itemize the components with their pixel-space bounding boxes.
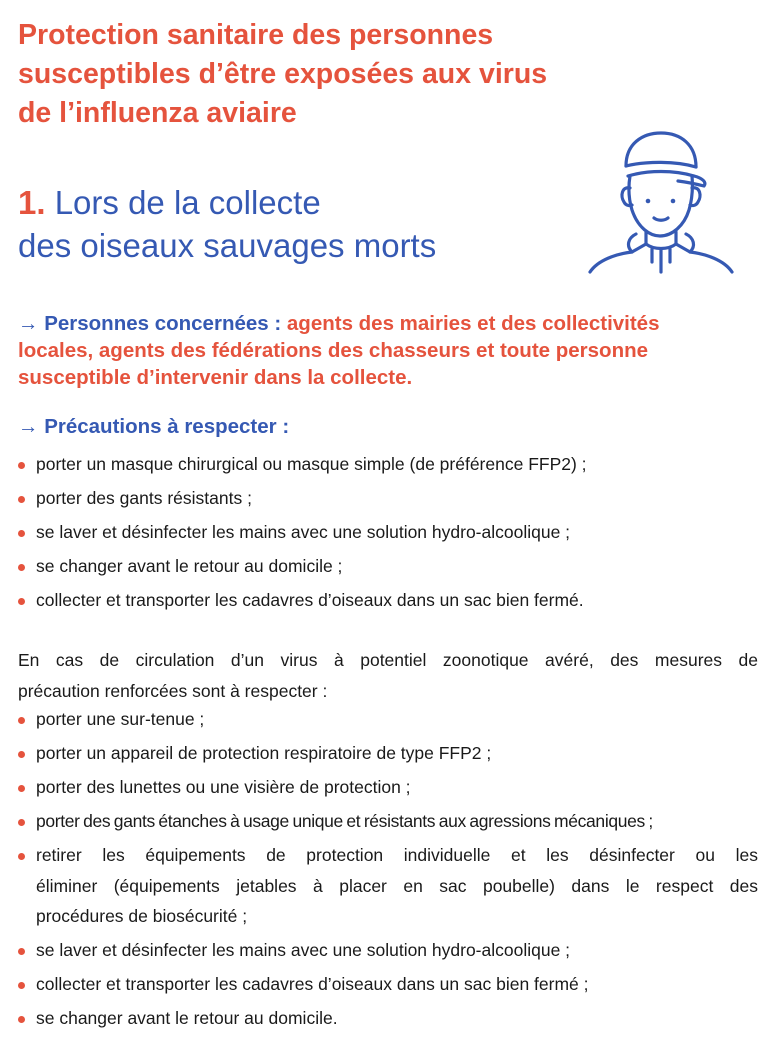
title-line: Protection sanitaire des personnes <box>18 19 494 51</box>
list-item-text: porter un masque chirurgical ou masque simple (de préférence FFP2) ; <box>36 454 587 474</box>
concerned-line-3: susceptible d’intervenir dans la collecte. <box>18 366 413 389</box>
list-item <box>18 935 758 966</box>
list-item-text: procédures de biosécurité ; <box>36 906 248 926</box>
bullet-dot-icon <box>18 1016 25 1023</box>
list-item <box>18 772 758 803</box>
reinforced-intro <box>18 645 758 706</box>
list-item-text: collecter et transporter les cadavres d’oiseaux dans un sac bien fermé. <box>36 590 584 610</box>
list-item <box>18 449 758 483</box>
list-item-text: éliminer (équipements jetables à placer en sac poubelle) dans le respect des <box>36 875 758 896</box>
section-number: 1. <box>18 184 46 221</box>
list-item-text: collecter et transporter les cadavres d’oiseaux dans un sac bien fermé ; <box>36 974 589 994</box>
title-line: susceptibles d’être exposées aux virus <box>18 58 548 90</box>
list-item <box>18 840 758 932</box>
bullet-dot-icon <box>18 819 25 826</box>
section-title-line-2: des oiseaux sauvages morts <box>18 227 437 264</box>
list-item <box>18 738 758 769</box>
precautions-list <box>18 449 758 619</box>
concerned-persons <box>18 310 753 391</box>
section-title-line-1 <box>18 181 558 224</box>
bullet-dot-icon <box>18 598 25 605</box>
list-item <box>18 585 758 619</box>
intro-line: En cas de circulation d’un virus à potentiel zoonotique avéré, des mesures de <box>18 650 758 670</box>
precautions-title: → Précautions à respecter : <box>18 415 290 438</box>
list-item <box>18 517 758 551</box>
list-item <box>18 969 758 1000</box>
list-item <box>18 483 758 517</box>
bullet-dot-icon <box>18 564 25 571</box>
list-item-text: se changer avant le retour au domicile. <box>36 1008 338 1028</box>
concerned-line-2: locales, agents des fédérations des chasseurs et toute personne <box>18 339 649 362</box>
concerned-text: agents des mairies et des collectivités <box>286 312 660 335</box>
page-title <box>18 16 658 133</box>
bullet-dot-icon <box>18 948 25 955</box>
bullet-dot-icon <box>18 853 25 860</box>
bullet-dot-icon <box>18 496 25 503</box>
list-item <box>18 806 758 837</box>
section-title-text: Lors de la collecte <box>54 184 321 221</box>
bullet-dot-icon <box>18 785 25 792</box>
list-item-text: se laver et désinfecter les mains avec une solution hydro-alcoolique ; <box>36 940 571 960</box>
list-item-text: se laver et désinfecter les mains avec une solution hydro-alcoolique ; <box>36 522 571 542</box>
list-item-text: porter une sur-tenue ; <box>36 709 205 729</box>
list-item <box>18 704 758 735</box>
bullet-dot-icon <box>18 982 25 989</box>
list-item-text: porter des gants étanches à usage unique et résistants aux agressions mécaniques ; <box>36 811 653 831</box>
section-title <box>18 181 558 267</box>
title-line: de l’influenza aviaire <box>18 97 297 129</box>
intro-line: précaution renforcées sont à respecter : <box>18 680 328 701</box>
concerned-line-1 <box>18 310 753 337</box>
bullet-dot-icon <box>18 717 25 724</box>
list-item-text: porter des gants résistants ; <box>36 488 252 508</box>
worker-avatar-icon <box>570 126 740 274</box>
concerned-label: → Personnes concernées : <box>18 312 282 335</box>
list-item <box>18 551 758 585</box>
reinforced-precautions-list <box>18 704 758 1037</box>
list-item-text: porter des lunettes ou une visière de protection ; <box>36 777 411 797</box>
list-item-text: porter un appareil de protection respiratoire de type FFP2 ; <box>36 743 492 763</box>
list-item-text: se changer avant le retour au domicile ; <box>36 556 343 576</box>
bullet-dot-icon <box>18 751 25 758</box>
bullet-dot-icon <box>18 462 25 469</box>
list-item-text: retirer les équipements de protection individuelle et les désinfecter ou les <box>36 845 758 865</box>
bullet-dot-icon <box>18 530 25 537</box>
list-item <box>18 1003 758 1034</box>
